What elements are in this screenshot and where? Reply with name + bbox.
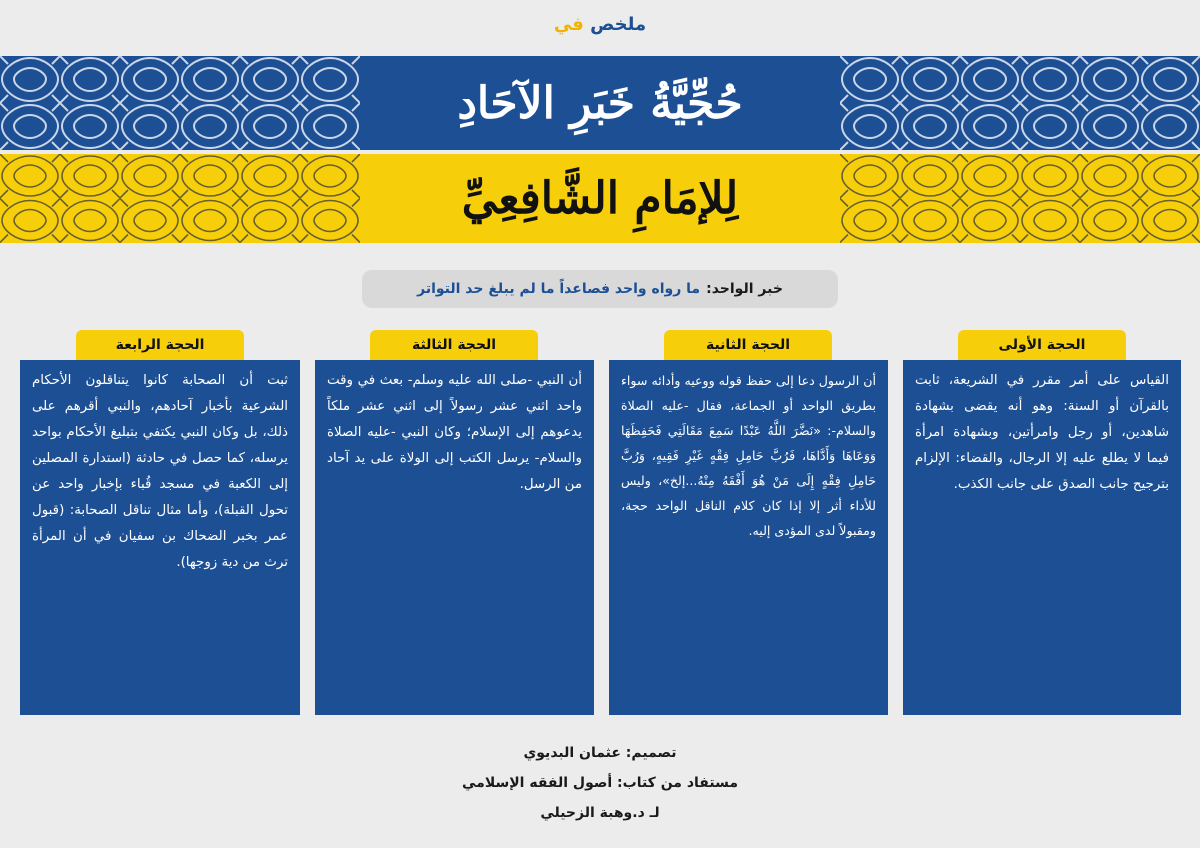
top-label-accent: في xyxy=(553,14,584,35)
argument-card-2 xyxy=(609,360,888,715)
argument-text-3: أن النبي -صلى الله عليه وسلم- بعث في وقت واحد اثني عشر رسولاً إلى اثني عشر ملكاً يدعوهم إلى الإسلام؛ وكان النبي -عليه الصلاة والسلام- يرسل الكتب إلى الولاة على يد آحاد من الرسل. xyxy=(327,373,582,492)
title-banner-yellow xyxy=(0,154,1200,243)
argument-card-4 xyxy=(20,360,300,715)
credits xyxy=(0,738,1200,828)
argument-tab-4: الحجة الرابعة xyxy=(76,330,244,360)
argument-text-2: أن الرسول دعا إلى حفظ قوله ووعيه وأدائه سواء بطريق الواحد أو الجماعة، فقال -عليه الصلاة والسلام-: «نَضَّرَ اللَّهُ عَبْدًا سَمِعَ مَقَالَتِي فَحَفِظَهَا وَوَعَاهَا وَأَدَّاهَا، فَرُبَّ حَامِلِ فِقْهٍ غَيْرِ فَقِيهٍ، وَرُبَّ حَامِلِ فِقْهٍ إِلَى مَنْ هُوَ أَفْقَهُ مِنْهُ...إلخ»، وليس للأداء أثر إلا إذا كان كلام الناقل الواحد حجة، ومقبولاً لدى المؤدى إليه. xyxy=(621,373,876,538)
title-banner-blue xyxy=(0,56,1200,150)
top-label-main: ملخص xyxy=(590,14,647,35)
argument-tab-1: الحجة الأولى xyxy=(958,330,1126,360)
definition-box xyxy=(362,270,838,308)
page-title-line1: حُجِّيَّةُ خَبَرِ الآحَادِ xyxy=(457,77,743,129)
definition-label: خبر الواحد: xyxy=(706,281,783,297)
argument-tab-3: الحجة الثالثة xyxy=(370,330,538,360)
argument-text-4: ثبت أن الصحابة كانوا يتناقلون الأحكام الشرعية بأخبار آحادهم، والنبي أقرهم على ذلك، بل وكان النبي يكتفي بتبليغ الأحكام بواحد يرسله، كما حصل في حادثة (استدارة المصلين إلى الكعبة في مسجد قُباء بإخبار واحد عن تحول القبلة)، وأما مثال تناقل الصحابة: (قبول عمر بخبر الضحاك بن سفيان في أن المرأة ترث من دية زوجها). xyxy=(32,373,288,570)
argument-card-1 xyxy=(903,360,1181,715)
credit-design: تصميم: عثمان البديوي xyxy=(523,745,677,761)
page-title-line2: لِلإمَامِ الشَّافِعِيِّ xyxy=(461,173,739,224)
argument-card-3 xyxy=(315,360,594,715)
credit-source: مستفاد من كتاب: أصول الفقه الإسلامي xyxy=(462,775,738,791)
argument-text-1: القياس على أمر مقرر في الشريعة، ثابت بالقرآن أو السنة: وهو أنه يقضى بشهادة شاهدين، أو رجل وامرأتين، وبشهادة امرأة فيما لا يطلع عليه إلا الرجال، والقضاء: الإلزام بترجيح جانب الصدق على جانب الكذب. xyxy=(915,373,1169,492)
top-label xyxy=(0,14,1200,35)
argument-tab-2: الحجة الثانية xyxy=(664,330,832,360)
credit-author: لـ د.وهبة الزحيلي xyxy=(540,805,660,821)
definition-text: ما رواه واحد فصاعداً ما لم يبلغ حد التواتر xyxy=(417,281,701,297)
